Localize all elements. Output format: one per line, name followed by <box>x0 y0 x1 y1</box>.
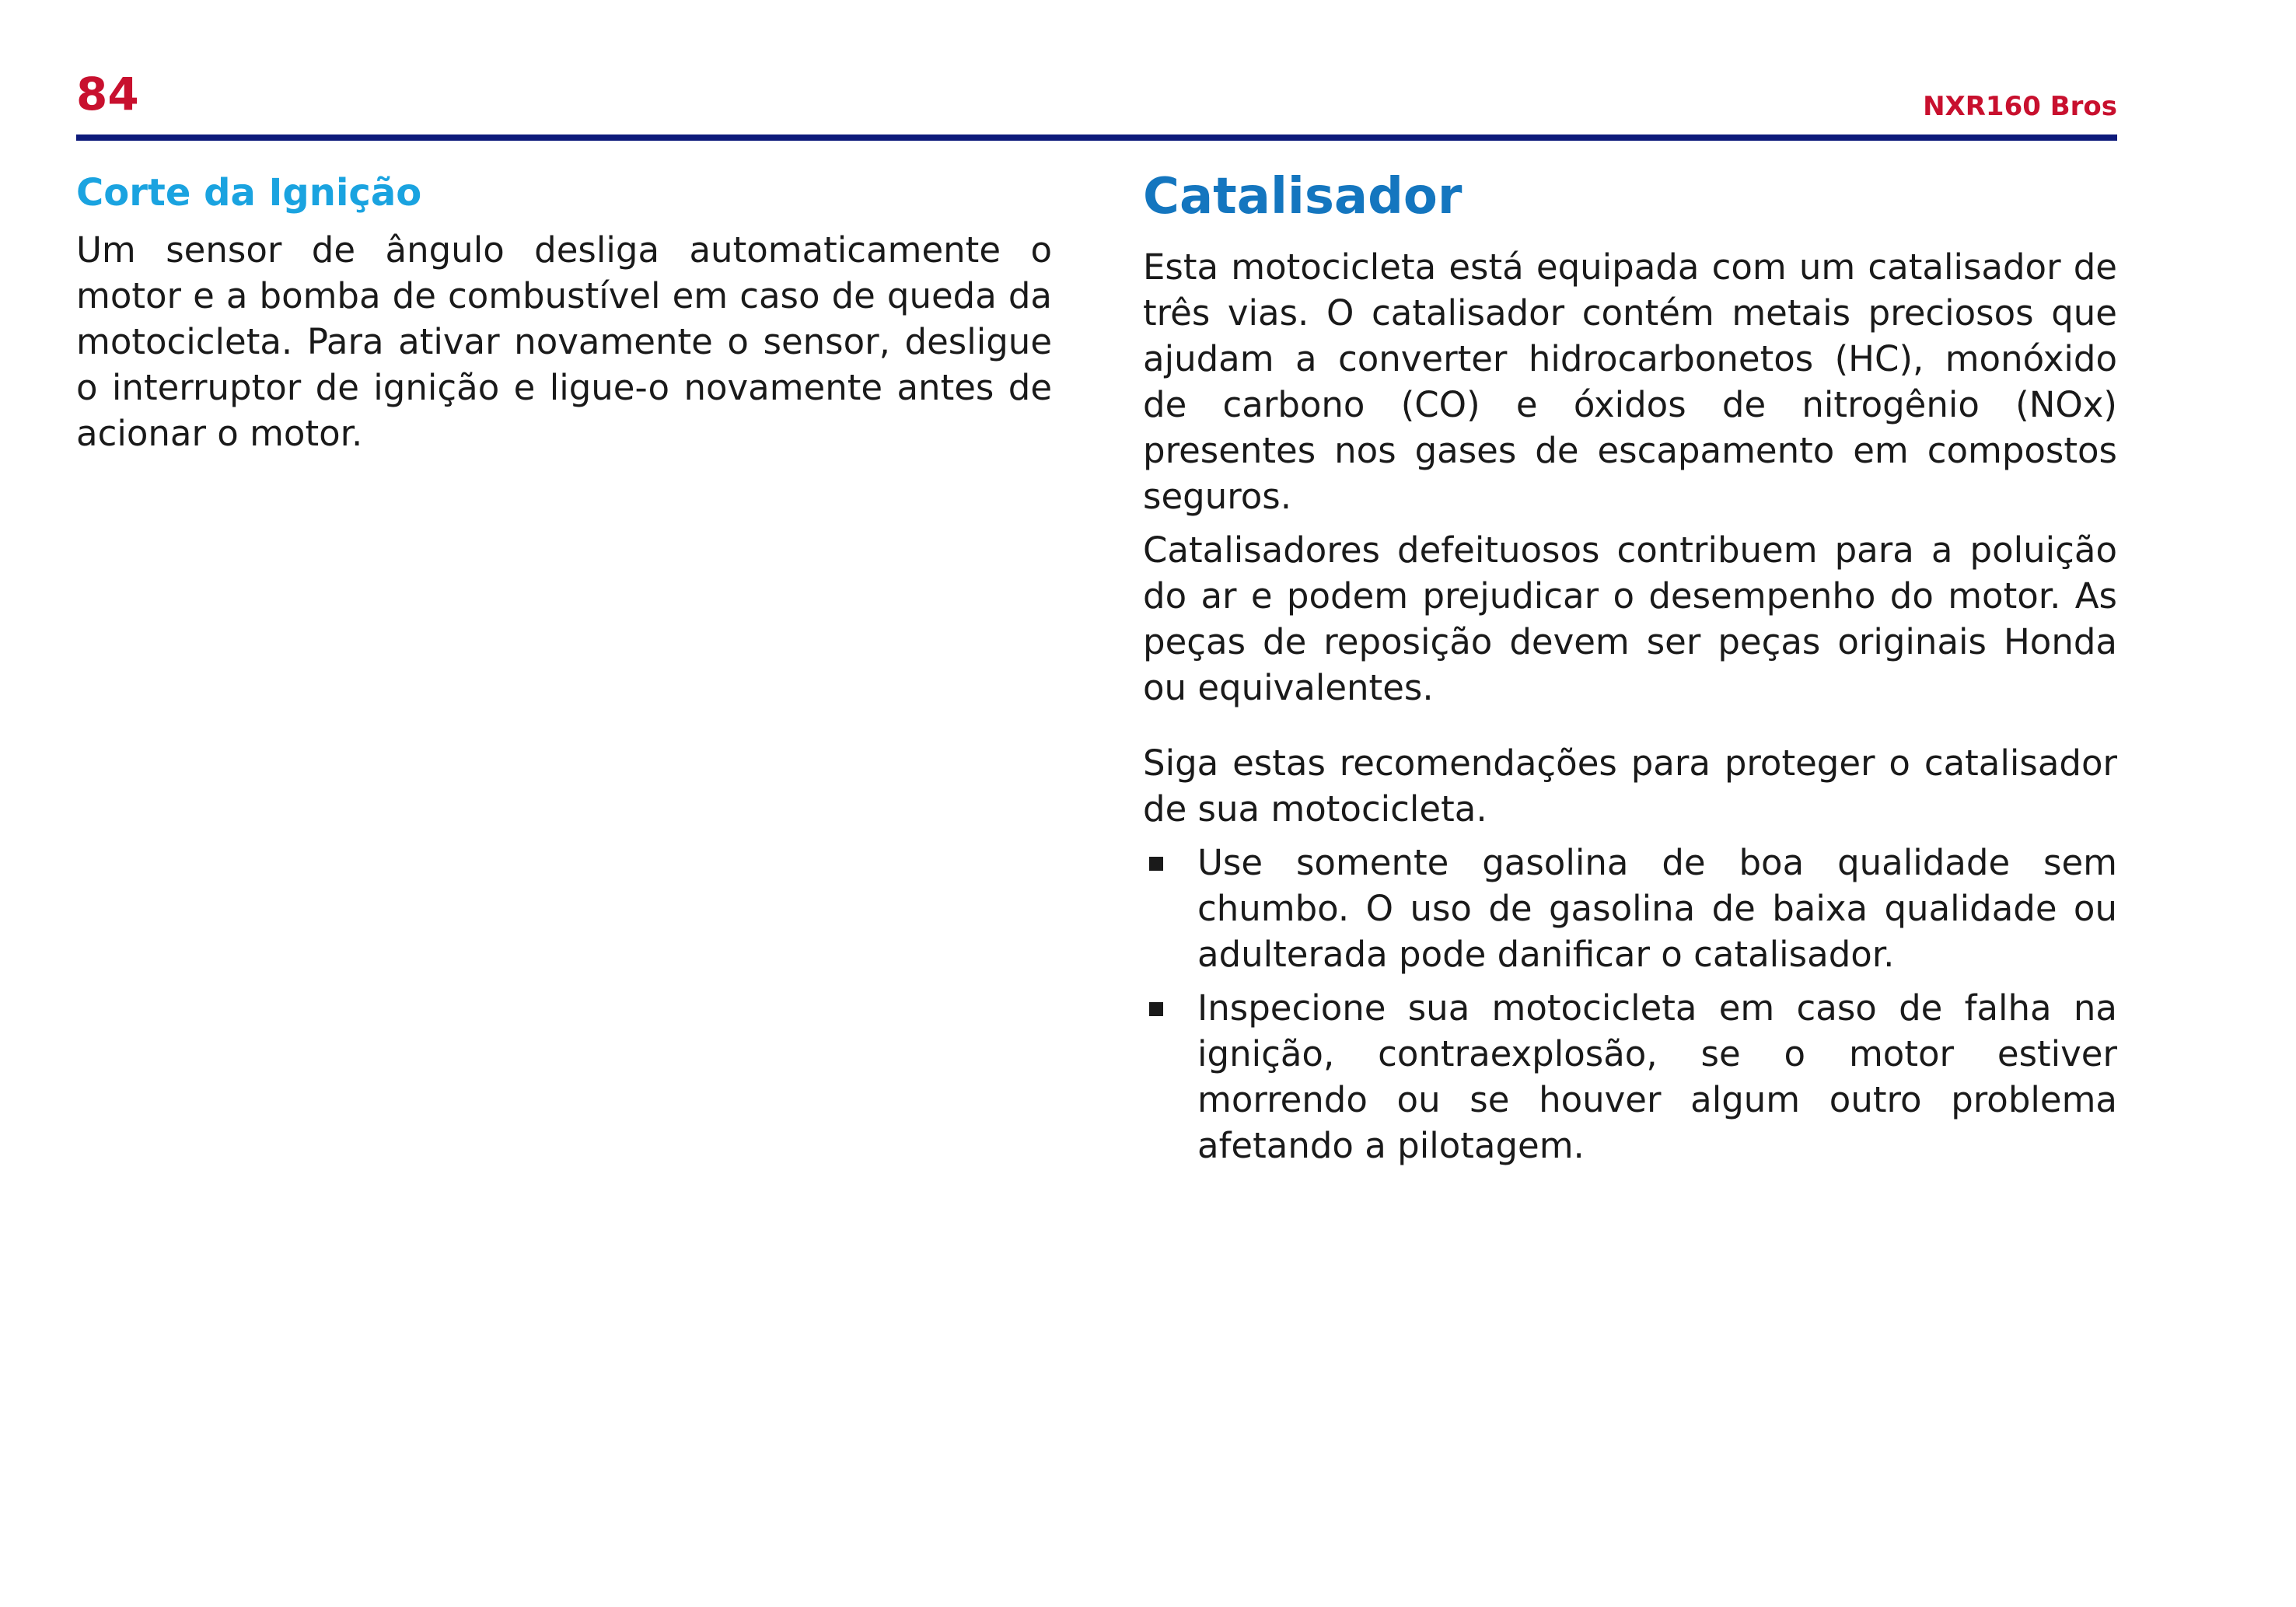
recommendation-list <box>1143 840 2117 1169</box>
section-heading-catalyst: Catalisador <box>1143 168 1463 225</box>
list-item-text: Inspecione sua motocicleta em caso de falha na ignição, contraexplosão, se o motor estiver morrendo ou se houver algum outro problema afetando a pilotagem. <box>1197 987 2117 1166</box>
left-column <box>76 171 1052 464</box>
catalyst-paragraph: Siga estas recomendações para proteger o catalisador de sua motocicleta. <box>1143 742 2117 830</box>
list-item <box>1143 840 2117 977</box>
section-heading-ignition-cutoff: Corte da Ignição <box>76 171 422 215</box>
catalyst-paragraph: Esta motocicleta está equipada com um catalisador de três vias. O catalisador contém metais preciosos que ajudam a converter hidrocarbonetos (HC), monóxido de carbono (CO) e óxidos de nitrogênio (NOx) presentes nos gases de escapamento em compostos seguros. <box>1143 246 2117 517</box>
list-item-text: Use somente gasolina de boa qualidade sem chumbo. O uso de gasolina de baixa qualidade ou adulterada pode danificar o catalisador. <box>1197 841 2117 975</box>
model-name: NXR160 Bros <box>1923 91 2117 122</box>
right-column <box>1143 167 2117 1176</box>
ignition-cutoff-paragraph: Um sensor de ângulo desliga automaticamente o motor e a bomba de combustível em caso de queda da motocicleta. Para ativar novamente o sensor, desligue o interruptor de ignição e ligue-o novamente antes de acionar o motor. <box>76 229 1052 454</box>
header-divider <box>76 134 2117 141</box>
list-item <box>1143 985 2117 1169</box>
square-bullet-icon <box>1149 1002 1163 1016</box>
page-number: 84 <box>76 68 139 121</box>
catalyst-paragraph: Catalisadores defeituosos contribuem para a poluição do ar e podem prejudicar o desempenho do motor. As peças de reposição devem ser peças originais Honda ou equivalentes. <box>1143 529 2117 708</box>
square-bullet-icon <box>1149 857 1163 871</box>
